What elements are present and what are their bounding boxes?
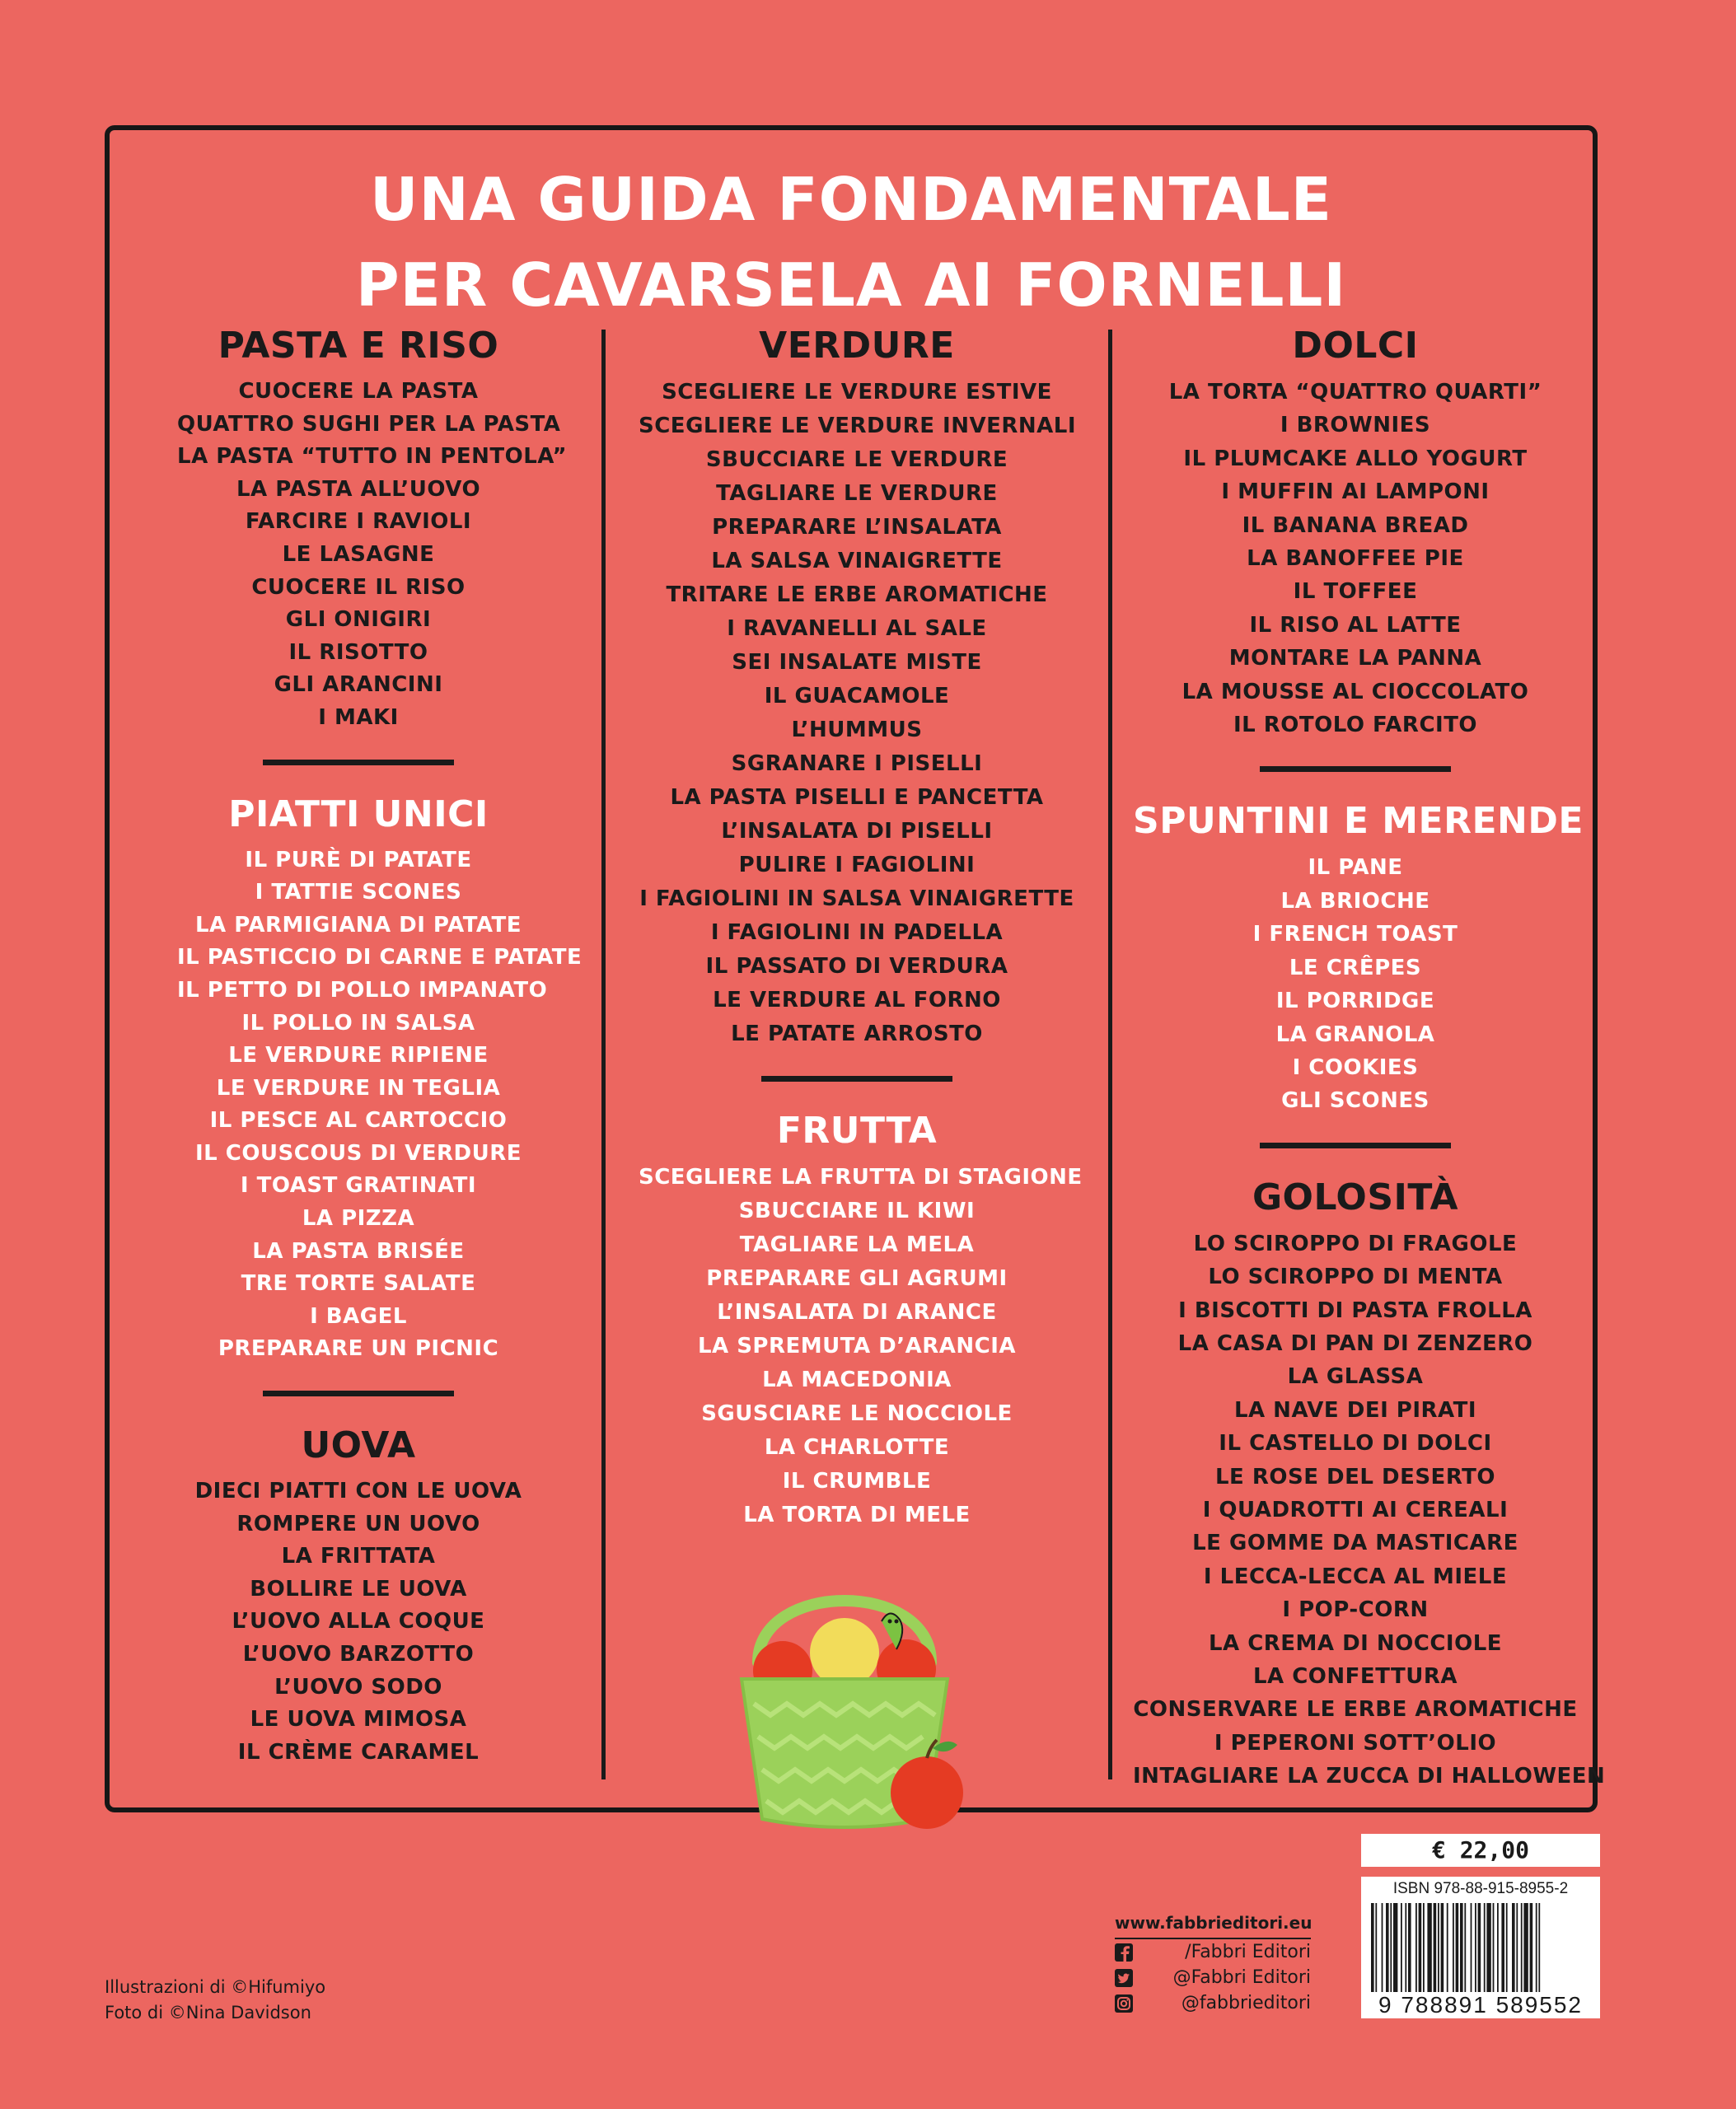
recipe-item: SEI INSALATE MISTE: [732, 650, 982, 675]
recipe-item: IL PASTICCIO DI CARNE E PATATE: [177, 945, 583, 970]
recipe-item: IL PANE: [1308, 855, 1403, 881]
recipe-item: INTAGLIARE LA ZUCCA DI HALLOWEEN: [1133, 1764, 1606, 1789]
section-separator: [263, 760, 454, 765]
recipe-item: PREPARARE L’INSALATA: [712, 515, 1002, 540]
facebook-label: /Fabbri Editori: [1185, 1942, 1311, 1962]
recipe-item: IL CRUMBLE: [782, 1469, 932, 1494]
recipe-item: IL PLUMCAKE ALLO YOGURT: [1183, 446, 1528, 471]
barcode-bar: [1382, 1903, 1383, 1992]
recipe-item: LA TORTA DI MELE: [743, 1503, 971, 1527]
recipe-item: LA PIZZA: [302, 1206, 415, 1232]
recipe-item: CUOCERE IL RISO: [251, 574, 466, 600]
column-1: [177, 321, 583, 1769]
barcode-graphic: [1371, 1903, 1590, 1992]
barcode-bar: [1453, 1903, 1454, 1992]
recipe-item: L’INSALATA DI ARANCE: [717, 1300, 997, 1325]
social-facebook[interactable]: [1115, 1939, 1311, 1965]
barcode-bar: [1530, 1903, 1533, 1992]
recipe-item: LA MACEDONIA: [762, 1368, 952, 1392]
recipe-item: DIECI PIATTI CON LE UOVA: [194, 1479, 522, 1504]
section-separator: [263, 1391, 454, 1396]
ean-number: 9 788891 589552: [1378, 1992, 1583, 2018]
barcode-bar: [1516, 1903, 1518, 1992]
recipe-item: SGRANARE I PISELLI: [731, 751, 983, 776]
recipe-item: GLI ONIGIRI: [285, 607, 432, 633]
credits: [105, 1975, 325, 2026]
recipe-item: CUOCERE LA PASTA: [238, 379, 479, 404]
recipe-item: LE LASAGNE: [282, 541, 435, 567]
recipe-item: I MAKI: [318, 704, 399, 730]
recipe-item: I MUFFIN AI LAMPONI: [1221, 479, 1490, 505]
recipe-item: IL ROTOLO FARCITO: [1233, 713, 1478, 738]
recipe-item: FARCIRE I RAVIOLI: [245, 509, 472, 535]
recipe-item: I RAVANELLI AL SALE: [727, 616, 987, 641]
recipe-item: LO SCIROPPO DI FRAGOLE: [1193, 1231, 1518, 1256]
barcode-bar: [1408, 1903, 1411, 1992]
recipe-item: LA SALSA VINAIGRETTE: [711, 549, 1003, 573]
recipe-list: [1133, 376, 1578, 741]
recipe-item: TAGLIARE LA MELA: [739, 1232, 975, 1257]
recipe-item: LO SCIROPPO DI MENTA: [1208, 1265, 1503, 1290]
recipe-item: LE UOVA MIMOSA: [250, 1707, 467, 1733]
recipe-item: LE PATATE ARROSTO: [731, 1022, 983, 1046]
recipe-item: IL PESCE AL CARTOCCIO: [209, 1108, 508, 1134]
recipe-item: L’UOVO ALLA COQUE: [232, 1609, 485, 1634]
publisher-web-block: [1115, 1913, 1311, 2016]
recipe-item: LA CHARLOTTE: [764, 1435, 950, 1460]
section-heading: PASTA E RISO: [218, 325, 499, 367]
barcode-bar: [1434, 1903, 1437, 1992]
barcode-bar: [1486, 1903, 1490, 1992]
recipe-item: LE GOMME DA MASTICARE: [1192, 1531, 1518, 1556]
barcode-bar: [1423, 1903, 1425, 1992]
recipe-item: LA GLASSA: [1287, 1364, 1424, 1390]
recipe-item: L’INSALATA DI PISELLI: [721, 819, 993, 844]
recipe-item: SBUCCIARE LE VERDURE: [705, 447, 1008, 472]
barcode-bar: [1536, 1903, 1537, 1992]
recipe-item: LE VERDURE IN TEGLIA: [216, 1075, 501, 1101]
recipe-item: L’HUMMUS: [791, 718, 923, 742]
recipe-list: [177, 844, 583, 1367]
facebook-icon: [1115, 1943, 1133, 1962]
barcode-bar: [1521, 1903, 1523, 1992]
social-instagram[interactable]: [1115, 1990, 1311, 2016]
recipe-item: LA BANOFFEE PIE: [1247, 546, 1464, 572]
section-uova: [177, 1421, 540, 1769]
twitter-icon: [1115, 1969, 1133, 1987]
barcode-bar: [1512, 1903, 1515, 1992]
recipe-item: LA PASTA “TUTTO IN PENTOLA”: [177, 444, 568, 470]
recipe-item: CONSERVARE LE ERBE AROMATICHE: [1133, 1697, 1578, 1723]
recipe-item: I FAGIOLINI IN SALSA VINAIGRETTE: [639, 886, 1074, 911]
barcode-bar: [1441, 1903, 1444, 1992]
recipe-item: SBUCCIARE IL KIWI: [738, 1199, 976, 1223]
recipe-item: IL TOFFEE: [1293, 579, 1418, 605]
section-heading: VERDURE: [759, 325, 955, 367]
recipe-item: I LECCA-LECCA AL MIELE: [1203, 1564, 1508, 1589]
barcode-bar: [1393, 1903, 1397, 1992]
photo-credit: Foto di ©Nina Davidson: [105, 2003, 311, 2022]
barcode-bar: [1375, 1903, 1377, 1992]
section-heading: UOVA: [301, 1424, 416, 1467]
recipe-item: PREPARARE UN PICNIC: [218, 1336, 499, 1362]
section-separator: [1260, 766, 1451, 772]
recipe-item: ROMPERE UN UOVO: [236, 1511, 480, 1536]
recipe-item: IL PASSATO DI VERDURA: [705, 954, 1008, 979]
recipe-item: LA PASTA ALL’UOVO: [236, 476, 481, 502]
recipe-item: LA NAVE DEI PIRATI: [1233, 1397, 1477, 1423]
recipe-item: I POP-CORN: [1282, 1597, 1429, 1623]
recipe-item: I BISCOTTI DI PASTA FROLLA: [1178, 1298, 1532, 1323]
recipe-list: [639, 376, 1075, 1051]
recipe-item: IL RISOTTO: [288, 639, 428, 665]
recipe-item: IL BANANA BREAD: [1242, 512, 1469, 538]
barcode-bar: [1478, 1903, 1481, 1992]
website-link[interactable]: www.fabbrieditori.eu: [1115, 1913, 1311, 1939]
section-golosita: [1133, 1173, 1606, 1793]
recipe-item: PULIRE I FAGIOLINI: [738, 853, 976, 877]
recipe-item: IL COUSCOUS DI VERDURE: [194, 1140, 522, 1166]
section-heading: SPUNTINI E MERENDE: [1133, 800, 1584, 843]
barcode-bar: [1460, 1903, 1463, 1992]
section-heading: PIATTI UNICI: [228, 793, 489, 835]
barcode-bar: [1427, 1903, 1431, 1992]
barcode-bar: [1438, 1903, 1439, 1992]
recipe-item: I COOKIES: [1292, 1054, 1419, 1080]
section-verdure: [639, 321, 1075, 1051]
barcode-bar: [1419, 1903, 1422, 1992]
recipe-item: LA MOUSSE AL CIOCCOLATO: [1182, 679, 1529, 704]
recipe-list: [1133, 851, 1578, 1117]
recipe-item: IL GUACAMOLE: [764, 684, 950, 708]
recipe-item: L’UOVO SODO: [274, 1674, 442, 1700]
recipe-item: SCEGLIERE LE VERDURE INVERNALI: [639, 414, 1077, 438]
title-line-1: UNA GUIDA FONDAMENTALE: [370, 165, 1332, 234]
barcode-bar: [1501, 1903, 1504, 1992]
barcode-bar: [1405, 1903, 1406, 1992]
recipe-item: LA CREMA DI NOCCIOLE: [1208, 1630, 1503, 1656]
recipe-item: I BROWNIES: [1280, 413, 1431, 438]
barcode-bar: [1493, 1903, 1495, 1992]
barcode-bar: [1484, 1903, 1486, 1992]
barcode-bar: [1447, 1903, 1448, 1992]
section-separator: [761, 1076, 952, 1082]
recipe-item: LA FRITTATA: [281, 1544, 436, 1569]
recipe-item: GLI ARANCINI: [274, 672, 443, 698]
instagram-icon: [1115, 1994, 1133, 2013]
recipe-item: SCEGLIERE LA FRUTTA DI STAGIONE: [639, 1165, 1083, 1190]
recipe-item: BOLLIRE LE UOVA: [250, 1576, 467, 1602]
recipe-item: GLI SCONES: [1281, 1088, 1430, 1114]
barcode-box: [1361, 1877, 1600, 2018]
recipe-item: IL PETTO DI POLLO IMPANATO: [177, 977, 548, 1003]
barcode-bar: [1471, 1903, 1472, 1992]
twitter-label: @Fabbri Editori: [1172, 1967, 1311, 1988]
recipe-item: IL CRÈME CARAMEL: [237, 1739, 480, 1765]
recipe-item: I QUADROTTI AI CEREALI: [1202, 1497, 1509, 1522]
recipe-item: IL PORRIDGE: [1275, 989, 1435, 1014]
recipe-item: I BAGEL: [310, 1303, 407, 1329]
barcode-bar: [1456, 1903, 1459, 1992]
section-frutta: [639, 1106, 1083, 1532]
barcode-bar: [1390, 1903, 1392, 1992]
recipe-item: LE VERDURE AL FORNO: [713, 988, 1001, 1012]
recipe-item: MONTARE LA PANNA: [1228, 646, 1482, 671]
recipe-item: LA BRIOCHE: [1280, 888, 1430, 914]
recipe-item: TAGLIARE LE VERDURE: [716, 481, 998, 506]
barcode-bar: [1523, 1903, 1528, 1992]
recipe-item: LA TORTA “QUATTRO QUARTI”: [1168, 380, 1542, 404]
barcode-bar: [1371, 1903, 1374, 1992]
social-twitter[interactable]: [1115, 1965, 1311, 1990]
recipe-item: LE ROSE DEL DESERTO: [1214, 1464, 1496, 1489]
recipe-item: LA PASTA BRISÉE: [252, 1238, 465, 1264]
recipe-item: I TATTIE SCONES: [255, 880, 462, 905]
barcode-bar: [1415, 1903, 1417, 1992]
barcode-bar: [1538, 1903, 1540, 1992]
recipe-item: TRITARE LE ERBE AROMATICHE: [666, 582, 1048, 607]
recipe-item: LA CASA DI PAN DI ZENZERO: [1177, 1330, 1533, 1356]
recipe-item: IL POLLO IN SALSA: [241, 1010, 475, 1036]
apple-basket-illustration: [725, 1572, 980, 1844]
recipe-list: [177, 376, 568, 735]
section-spuntini-e-merende: [1133, 797, 1584, 1117]
barcode-bar: [1475, 1903, 1476, 1992]
price-tag: € 22,00: [1361, 1834, 1600, 1867]
section-separator: [1260, 1143, 1451, 1148]
recipe-item: I FRENCH TOAST: [1252, 922, 1458, 947]
barcode-bar: [1401, 1903, 1402, 1992]
recipe-item: LE CRÊPES: [1289, 955, 1422, 980]
title-line-2: PER CAVARSELA AI FORNELLI: [355, 250, 1347, 320]
recipe-item: L’UOVO BARZOTTO: [242, 1642, 475, 1667]
section-heading: GOLOSITÀ: [1252, 1176, 1459, 1218]
recipe-item: QUATTRO SUGHI PER LA PASTA: [177, 411, 561, 437]
column-divider-left: [601, 330, 606, 1779]
barcode-bar: [1497, 1903, 1499, 1992]
recipe-item: SGUSCIARE LE NOCCIOLE: [701, 1401, 1013, 1426]
recipe-item: IL CASTELLO DI DOLCI: [1219, 1431, 1492, 1457]
recipe-item: LA CONFETTURA: [1252, 1664, 1458, 1689]
recipe-item: LA GRANOLA: [1275, 1022, 1435, 1047]
column-3: [1133, 321, 1606, 1793]
recipe-item: TRE TORTE SALATE: [241, 1271, 476, 1297]
recipe-item: LA SPREMUTA D’ARANCIA: [697, 1334, 1017, 1358]
recipe-item: IL RISO AL LATTE: [1249, 612, 1462, 638]
recipe-item: LE VERDURE RIPIENE: [228, 1043, 489, 1069]
recipe-item: I TOAST GRATINATI: [240, 1173, 477, 1199]
barcode-bar: [1386, 1903, 1389, 1992]
illustrations-credit: Illustrazioni di ©Hifumiyo: [105, 1977, 326, 1997]
column-divider-right: [1108, 330, 1112, 1779]
recipe-item: I FAGIOLINI IN PADELLA: [710, 920, 1004, 945]
instagram-label: @fabbrieditori: [1181, 1993, 1311, 2013]
section-piatti-unici: [177, 790, 583, 1367]
recipe-list: [177, 1475, 540, 1769]
recipe-item: PREPARARE GLI AGRUMI: [706, 1266, 1008, 1291]
recipe-item: I PEPERONI SOTT’OLIO: [1214, 1730, 1497, 1756]
recipe-item: IL PURÈ DI PATATE: [245, 847, 472, 872]
section-heading: DOLCI: [1292, 325, 1419, 367]
section-pasta-e-riso: [177, 321, 568, 735]
section-heading: FRUTTA: [776, 1110, 938, 1152]
page-title: [105, 157, 1598, 328]
barcode-bar: [1464, 1903, 1466, 1992]
column-2: [639, 321, 1083, 1532]
recipe-list: [1133, 1228, 1606, 1793]
recipe-item: LA PARMIGIANA DI PATATE: [194, 912, 522, 938]
barcode-bar: [1506, 1903, 1508, 1992]
recipe-item: SCEGLIERE LE VERDURE ESTIVE: [662, 380, 1052, 404]
recipe-list: [639, 1161, 1083, 1532]
recipe-item: LA PASTA PISELLI E PANCETTA: [670, 785, 1044, 810]
isbn-text: ISBN 978-88-915-8955-2: [1392, 1880, 1569, 1897]
section-dolci: [1133, 321, 1578, 741]
